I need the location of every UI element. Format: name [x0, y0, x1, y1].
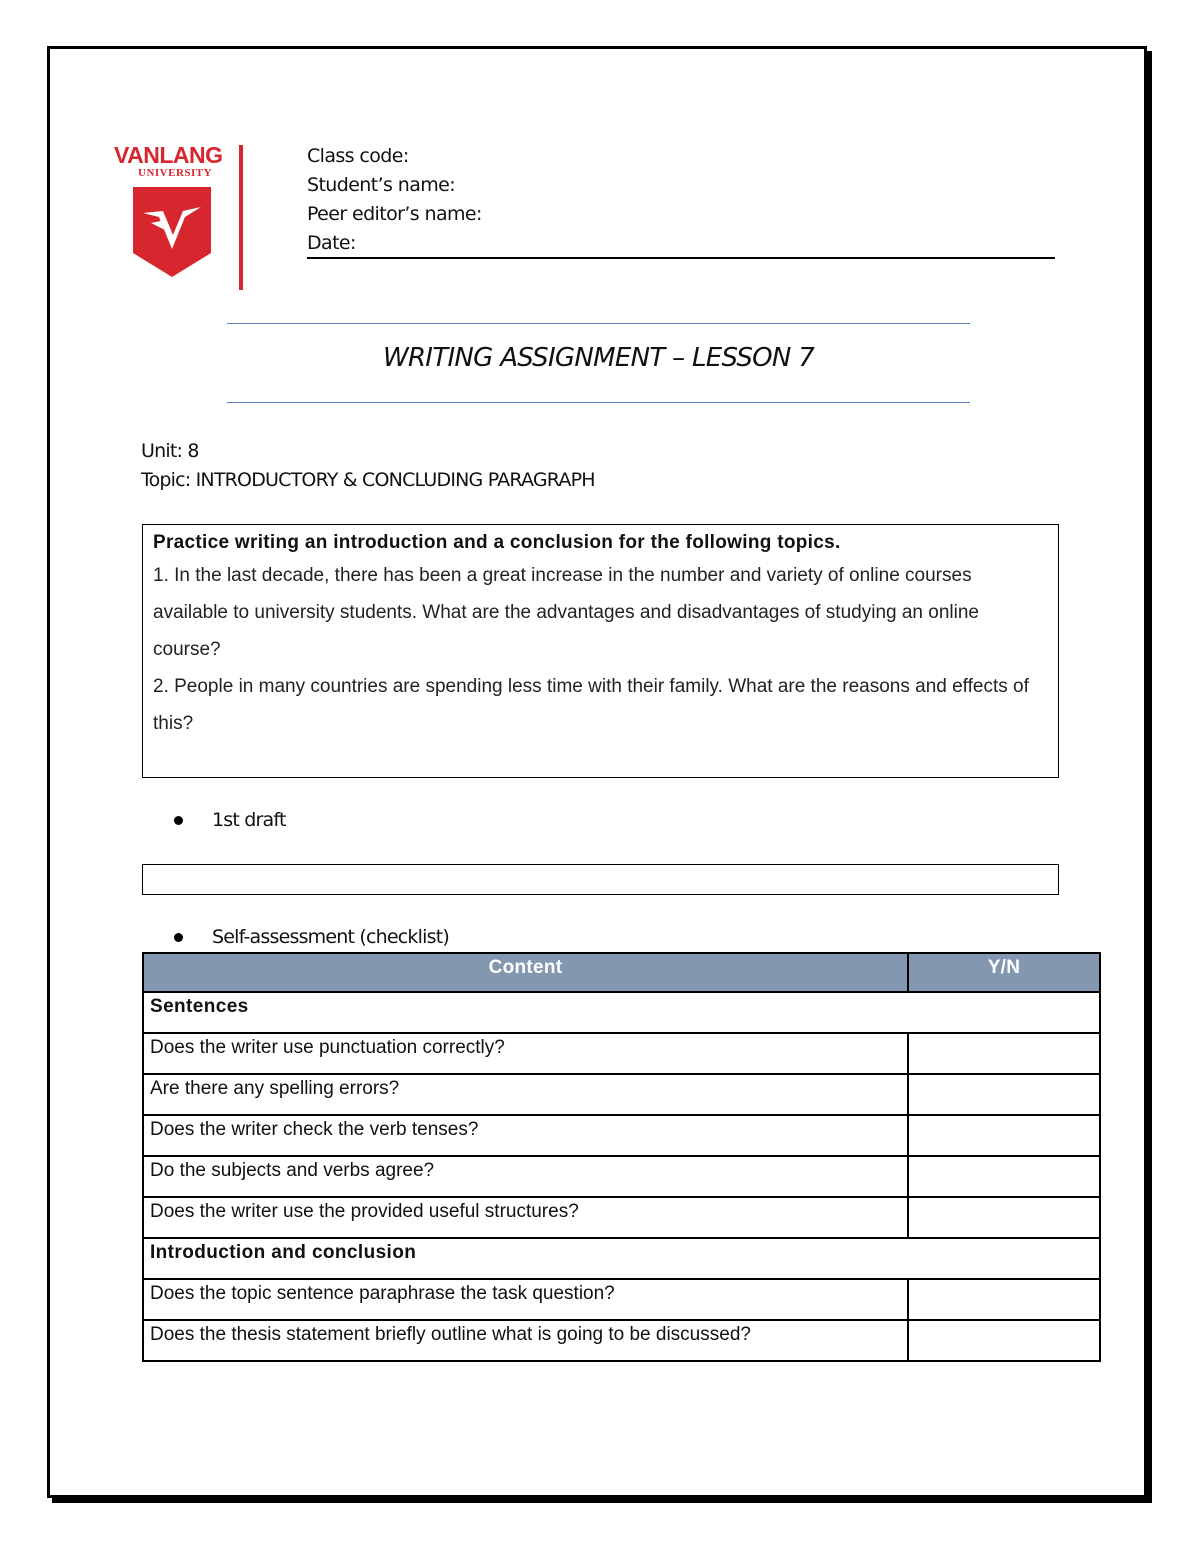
- section-intro-conclusion: Introduction and conclusion: [143, 1238, 1100, 1279]
- prompt-box: [142, 524, 1059, 778]
- yn-cell[interactable]: [908, 1197, 1100, 1238]
- self-assessment-label: Self-assessment (checklist): [212, 926, 449, 948]
- content-column-header: Content: [143, 953, 908, 992]
- yn-cell[interactable]: [908, 1033, 1100, 1074]
- checklist-item: Are there any spelling errors?: [143, 1074, 908, 1115]
- header-fields: [307, 142, 1055, 258]
- prompt-item-1: 1. In the last decade, there has been a great increase in the number and variety of online courses available to university students. What are the advantages and disadvantages of studying an online course?: [153, 565, 979, 660]
- prompt-item-2: 2. People in many countries are spending less time with their family. What are the reasons and effects of this?: [153, 676, 1029, 734]
- topic-label: Topic: INTRODUCTORY & CONCLUDING PARAGRAPH: [141, 469, 595, 491]
- checklist-item: Does the thesis statement briefly outline what is going to be discussed?: [143, 1320, 908, 1361]
- checklist-item: Does the writer use the provided useful structures?: [143, 1197, 908, 1238]
- logo-divider: [239, 145, 243, 290]
- self-assessment-bullet: [174, 926, 449, 948]
- university-logo: [112, 142, 252, 292]
- section-row: [143, 1238, 1100, 1279]
- yn-cell[interactable]: [908, 1074, 1100, 1115]
- yn-cell[interactable]: [908, 1320, 1100, 1361]
- draft-label: 1st draft: [212, 809, 286, 831]
- unit-label: Unit: 8: [141, 440, 199, 462]
- checklist-item: Does the topic sentence paraphrase the task question?: [143, 1279, 908, 1320]
- table-row: [143, 1197, 1100, 1238]
- table-header-row: [143, 953, 1100, 992]
- table-row: [143, 1156, 1100, 1197]
- page-title: WRITING ASSIGNMENT – LESSON 7: [382, 343, 815, 373]
- section-sentences: Sentences: [143, 992, 1100, 1033]
- draft-bullet: [174, 809, 286, 831]
- table-row: [143, 1279, 1100, 1320]
- draft-input-area[interactable]: [142, 864, 1059, 895]
- checklist-table: [142, 952, 1101, 1362]
- table-row: [143, 1074, 1100, 1115]
- date-field: Date:: [307, 232, 356, 254]
- title-rule-top: [227, 323, 970, 324]
- title-rule-bottom: [227, 402, 970, 403]
- checklist-item: Do the subjects and verbs agree?: [143, 1156, 908, 1197]
- bullet-icon: [174, 933, 183, 942]
- student-name-field: Student’s name:: [307, 174, 456, 196]
- table-row: [143, 1033, 1100, 1074]
- yn-cell[interactable]: [908, 1156, 1100, 1197]
- prompt-heading: Practice writing an introduction and a conclusion for the following topics.: [153, 532, 841, 553]
- shield-icon: [133, 187, 211, 279]
- table-row: [143, 1115, 1100, 1156]
- yn-cell[interactable]: [908, 1279, 1100, 1320]
- table-row: [143, 1320, 1100, 1361]
- logo-subtitle: UNIVERSITY: [138, 167, 213, 179]
- checklist-item: Does the writer check the verb tenses?: [143, 1115, 908, 1156]
- bullet-icon: [174, 816, 183, 825]
- checklist-item: Does the writer use punctuation correctly?: [143, 1033, 908, 1074]
- header-divider: [307, 257, 1055, 259]
- peer-editor-field: Peer editor’s name:: [307, 203, 482, 225]
- logo-wordmark: VANLANG: [114, 142, 223, 168]
- yn-column-header: Y/N: [908, 953, 1100, 992]
- section-row: [143, 992, 1100, 1033]
- yn-cell[interactable]: [908, 1115, 1100, 1156]
- class-code-field: Class code:: [307, 145, 409, 167]
